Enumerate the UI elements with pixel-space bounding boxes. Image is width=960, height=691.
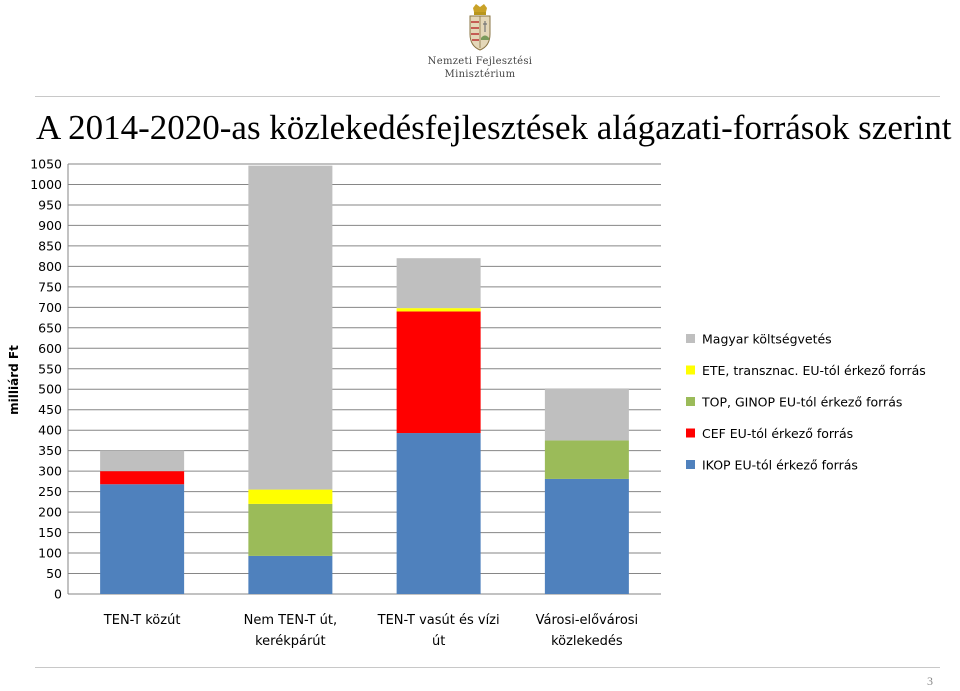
y-tick-label: 900	[38, 217, 62, 233]
y-tick-label: 100	[38, 545, 62, 561]
bar-segment	[545, 440, 629, 478]
y-tick-label: 1000	[30, 176, 62, 192]
y-tick-label: 500	[38, 381, 62, 397]
y-tick-label: 750	[38, 279, 62, 295]
legend-label: CEF EU-tól érkező forrás	[702, 426, 854, 441]
y-axis-label: milliárd Ft	[7, 345, 21, 415]
ministry-name-line1: Nemzeti Fejlesztési	[427, 56, 533, 67]
legend-label: IKOP EU-tól érkező forrás	[702, 457, 858, 473]
legend-label: ETE, transznac. EU-tól érkező forrás	[702, 363, 926, 378]
y-tick-label: 350	[38, 443, 62, 459]
legend-label: Magyar költségvetés	[702, 331, 832, 347]
y-tick-label: 1050	[30, 156, 62, 172]
bar-segment	[397, 308, 481, 311]
x-category-label: TEN-T vasút és vízi	[377, 613, 500, 628]
bar-segment	[545, 479, 629, 594]
bar-segment	[248, 166, 332, 490]
legend-swatch	[686, 397, 695, 406]
y-tick-label: 450	[38, 402, 62, 418]
legend-label: TOP, GINOP EU-tól érkező forrás	[702, 394, 903, 410]
y-tick-label: 300	[38, 463, 62, 479]
y-tick-label: 50	[46, 566, 62, 582]
bar-segment	[100, 471, 184, 484]
y-tick-label: 700	[38, 299, 62, 315]
legend-swatch	[686, 334, 695, 343]
bar-segment	[397, 433, 481, 594]
ministry-name-line2: Minisztérium	[444, 69, 516, 80]
legend-swatch	[686, 460, 695, 469]
y-tick-label: 250	[38, 484, 62, 500]
y-tick-label: 950	[38, 197, 62, 213]
bar-segment	[397, 258, 481, 308]
y-tick-label: 650	[38, 320, 62, 336]
bar-segment	[100, 484, 184, 594]
x-category-label: kerékpárút	[255, 634, 326, 649]
bar-segment	[248, 490, 332, 504]
bars	[100, 166, 629, 594]
legend	[686, 332, 926, 473]
bar-segment	[248, 504, 332, 556]
bar-segment	[397, 311, 481, 433]
legend-swatch	[686, 366, 695, 375]
x-category-label: út	[431, 634, 446, 649]
y-tick-label: 0	[54, 586, 62, 602]
legend-swatch	[686, 429, 695, 438]
y-tick-label: 400	[38, 422, 62, 438]
x-category-label: Városi-elővárosi	[535, 613, 639, 628]
y-tick-label: 550	[38, 361, 62, 377]
y-tick-label: 200	[38, 504, 62, 520]
x-category-label: Nem TEN-T út,	[243, 613, 338, 628]
y-tick-label: 800	[38, 258, 62, 274]
slide-title: A 2014-2020-as közlekedésfejlesztések alágazati-források szerint	[36, 108, 952, 147]
bar-segment	[100, 451, 184, 471]
bar-segment	[545, 388, 629, 440]
y-axis-tick-labels	[30, 157, 62, 602]
page-number: 3	[927, 674, 933, 688]
bottom-divider	[35, 667, 940, 668]
x-axis-category-labels	[103, 613, 638, 649]
y-tick-label: 150	[38, 525, 62, 541]
x-category-label: TEN-T közút	[103, 613, 181, 628]
y-tick-label: 600	[38, 340, 62, 356]
bar-segment	[248, 556, 332, 594]
y-tick-label: 850	[38, 238, 62, 254]
x-category-label: közlekedés	[551, 634, 623, 649]
